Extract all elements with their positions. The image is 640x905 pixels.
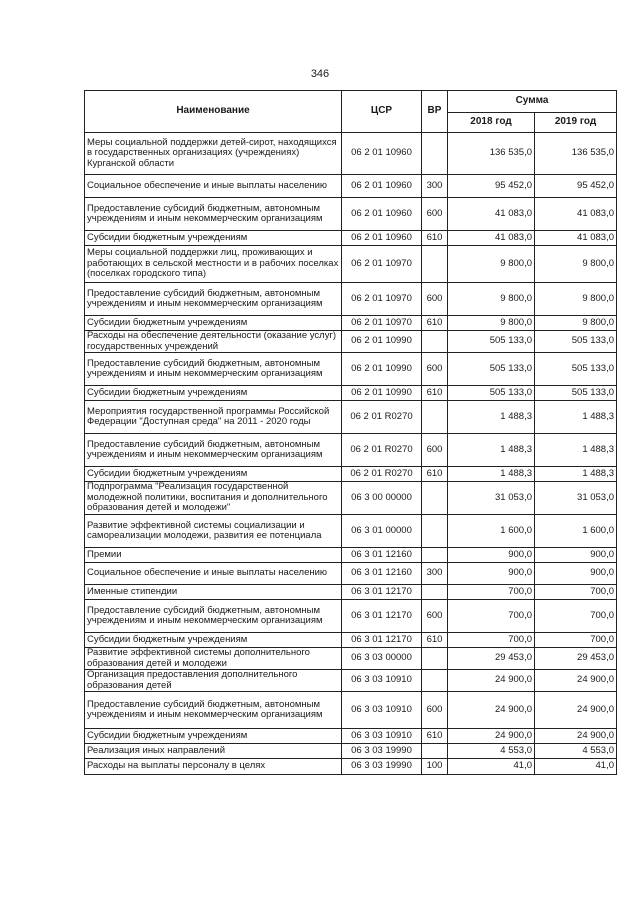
- row-csr: 06 3 01 12170: [342, 600, 422, 633]
- row-vr: [422, 331, 448, 353]
- row-csr: 06 3 00 00000: [342, 482, 422, 515]
- row-name: Предоставление субсидий бюджетным, автономным учреждениям и иным некоммерческим организациям: [85, 692, 342, 729]
- table-row: [85, 585, 617, 600]
- row-amount-2019: 700,0: [535, 585, 617, 600]
- row-vr: [422, 744, 448, 759]
- row-amount-2019: 29 453,0: [535, 648, 617, 670]
- row-amount-2019: 1 488,3: [535, 467, 617, 482]
- table-row: [85, 434, 617, 467]
- row-amount-2019: 1 488,3: [535, 401, 617, 434]
- row-amount-2018: 4 553,0: [448, 744, 535, 759]
- table-row: [85, 133, 617, 175]
- row-amount-2018: 29 453,0: [448, 648, 535, 670]
- table-row: [85, 401, 617, 434]
- table-row: [85, 283, 617, 316]
- row-amount-2019: 9 800,0: [535, 283, 617, 316]
- table-row: [85, 515, 617, 548]
- row-csr: 06 2 01 10960: [342, 231, 422, 246]
- table-row: [85, 563, 617, 585]
- header-sum: Сумма: [448, 91, 617, 113]
- row-name: Субсидии бюджетным учреждениям: [85, 467, 342, 482]
- row-vr: 600: [422, 198, 448, 231]
- row-vr: 610: [422, 316, 448, 331]
- row-name: Расходы на выплаты персоналу в целях: [85, 759, 342, 775]
- row-csr: 06 2 01 10990: [342, 331, 422, 353]
- row-amount-2018: 41 083,0: [448, 231, 535, 246]
- row-name: Меры социальной поддержки лиц, проживающих и работающих в сельской местности и в рабочих поселках (поселках городского типа): [85, 246, 342, 283]
- table-row: [85, 231, 617, 246]
- row-amount-2019: 41 083,0: [535, 231, 617, 246]
- table-row: [85, 198, 617, 231]
- row-amount-2018: 9 800,0: [448, 283, 535, 316]
- row-amount-2018: 31 053,0: [448, 482, 535, 515]
- row-amount-2018: 9 800,0: [448, 316, 535, 331]
- row-vr: [422, 246, 448, 283]
- row-vr: 600: [422, 434, 448, 467]
- row-vr: 600: [422, 283, 448, 316]
- row-vr: 300: [422, 563, 448, 585]
- row-csr: 06 3 01 00000: [342, 515, 422, 548]
- row-amount-2019: 24 900,0: [535, 729, 617, 744]
- row-amount-2018: 95 452,0: [448, 175, 535, 198]
- budget-table: [84, 90, 617, 775]
- row-name: Субсидии бюджетным учреждениям: [85, 386, 342, 401]
- table-row: [85, 482, 617, 515]
- row-csr: 06 3 03 10910: [342, 670, 422, 692]
- row-amount-2019: 9 800,0: [535, 316, 617, 331]
- row-amount-2018: 1 600,0: [448, 515, 535, 548]
- row-vr: 300: [422, 175, 448, 198]
- row-vr: 600: [422, 692, 448, 729]
- row-amount-2019: 31 053,0: [535, 482, 617, 515]
- row-csr: 06 2 01 10960: [342, 198, 422, 231]
- row-amount-2018: 1 488,3: [448, 434, 535, 467]
- row-amount-2018: 24 900,0: [448, 729, 535, 744]
- row-csr: 06 3 01 12170: [342, 585, 422, 600]
- row-name: Развитие эффективной системы дополнительного образования детей и молодежи: [85, 648, 342, 670]
- row-amount-2019: 24 900,0: [535, 692, 617, 729]
- row-name: Мероприятия государственной программы Российской Федерации "Доступная среда" на 2011 - 2020 годы: [85, 401, 342, 434]
- row-csr: 06 2 01 R0270: [342, 401, 422, 434]
- row-amount-2018: 505 133,0: [448, 353, 535, 386]
- row-name: Организация предоставления дополнительного образования детей: [85, 670, 342, 692]
- row-csr: 06 2 01 10960: [342, 175, 422, 198]
- row-vr: 610: [422, 467, 448, 482]
- row-vr: [422, 648, 448, 670]
- row-vr: 100: [422, 759, 448, 775]
- row-amount-2018: 700,0: [448, 600, 535, 633]
- row-amount-2019: 4 553,0: [535, 744, 617, 759]
- table-row: [85, 316, 617, 331]
- table-row: [85, 548, 617, 563]
- row-name: Реализация иных направлений: [85, 744, 342, 759]
- row-amount-2018: 136 535,0: [448, 133, 535, 175]
- row-vr: 610: [422, 231, 448, 246]
- table-row: [85, 759, 617, 775]
- row-name: Предоставление субсидий бюджетным, автономным учреждениям и иным некоммерческим организациям: [85, 353, 342, 386]
- row-amount-2019: 505 133,0: [535, 331, 617, 353]
- row-name: Социальное обеспечение и иные выплаты населению: [85, 563, 342, 585]
- row-vr: 610: [422, 729, 448, 744]
- table-body: [85, 133, 617, 775]
- page-number: 346: [310, 68, 330, 80]
- row-name: Развитие эффективной системы социализации и самореализации молодежи, развития ее потенциала: [85, 515, 342, 548]
- row-vr: 600: [422, 353, 448, 386]
- row-amount-2019: 700,0: [535, 600, 617, 633]
- row-name: Меры социальной поддержки детей-сирот, находящихся в государственных организациях (учреждениях) Курганской области: [85, 133, 342, 175]
- table-header: [85, 91, 617, 133]
- row-name: Социальное обеспечение и иные выплаты населению: [85, 175, 342, 198]
- row-csr: 06 2 01 10990: [342, 353, 422, 386]
- row-amount-2018: 9 800,0: [448, 246, 535, 283]
- row-amount-2019: 95 452,0: [535, 175, 617, 198]
- row-name: Расходы на обеспечение деятельности (оказание услуг) государственных учреждений: [85, 331, 342, 353]
- table-row: [85, 386, 617, 401]
- row-csr: 06 3 03 10910: [342, 729, 422, 744]
- row-vr: 610: [422, 386, 448, 401]
- row-amount-2018: 900,0: [448, 548, 535, 563]
- row-csr: 06 3 01 12170: [342, 633, 422, 648]
- row-csr: 06 2 01 10970: [342, 283, 422, 316]
- header-csr: ЦСР: [342, 91, 422, 133]
- row-amount-2019: 505 133,0: [535, 353, 617, 386]
- row-name: Субсидии бюджетным учреждениям: [85, 231, 342, 246]
- row-amount-2018: 505 133,0: [448, 386, 535, 401]
- row-csr: 06 3 03 19990: [342, 759, 422, 775]
- row-name: Субсидии бюджетным учреждениям: [85, 729, 342, 744]
- row-name: Предоставление субсидий бюджетным, автономным учреждениям и иным некоммерческим организациям: [85, 198, 342, 231]
- row-amount-2018: 24 900,0: [448, 670, 535, 692]
- table-row: [85, 744, 617, 759]
- row-amount-2018: 1 488,3: [448, 467, 535, 482]
- row-amount-2018: 700,0: [448, 585, 535, 600]
- row-name: Субсидии бюджетным учреждениям: [85, 633, 342, 648]
- row-csr: 06 3 03 00000: [342, 648, 422, 670]
- row-name: Предоставление субсидий бюджетным, автономным учреждениям и иным некоммерческим организациям: [85, 600, 342, 633]
- row-csr: 06 3 01 12160: [342, 548, 422, 563]
- table-row: [85, 648, 617, 670]
- row-amount-2019: 1 600,0: [535, 515, 617, 548]
- row-csr: 06 2 01 10970: [342, 316, 422, 331]
- row-amount-2018: 505 133,0: [448, 331, 535, 353]
- row-amount-2018: 41 083,0: [448, 198, 535, 231]
- row-csr: 06 3 03 10910: [342, 692, 422, 729]
- row-amount-2019: 505 133,0: [535, 386, 617, 401]
- header-vr: ВР: [422, 91, 448, 133]
- row-csr: 06 2 01 10960: [342, 133, 422, 175]
- row-csr: 06 2 01 10970: [342, 246, 422, 283]
- table-row: [85, 467, 617, 482]
- row-vr: 600: [422, 600, 448, 633]
- header-year-2018: 2018 год: [448, 113, 535, 133]
- row-amount-2019: 41 083,0: [535, 198, 617, 231]
- row-vr: [422, 548, 448, 563]
- header-name: Наименование: [85, 91, 342, 133]
- row-name: Подпрограмма "Реализация государственной молодежной политики, воспитания и дополнительного образования детей и молодежи": [85, 482, 342, 515]
- row-name: Предоставление субсидий бюджетным, автономным учреждениям и иным некоммерческим организациям: [85, 283, 342, 316]
- row-name: Именные стипендии: [85, 585, 342, 600]
- row-amount-2018: 700,0: [448, 633, 535, 648]
- row-name: Субсидии бюджетным учреждениям: [85, 316, 342, 331]
- row-csr: 06 3 01 12160: [342, 563, 422, 585]
- table-row: [85, 600, 617, 633]
- row-csr: 06 2 01 R0270: [342, 467, 422, 482]
- row-name: Премии: [85, 548, 342, 563]
- row-vr: [422, 585, 448, 600]
- row-amount-2019: 700,0: [535, 633, 617, 648]
- row-amount-2019: 900,0: [535, 548, 617, 563]
- row-amount-2018: 1 488,3: [448, 401, 535, 434]
- row-amount-2019: 900,0: [535, 563, 617, 585]
- row-csr: 06 2 01 R0270: [342, 434, 422, 467]
- row-amount-2019: 24 900,0: [535, 670, 617, 692]
- row-vr: [422, 515, 448, 548]
- row-amount-2019: 41,0: [535, 759, 617, 775]
- row-csr: 06 2 01 10990: [342, 386, 422, 401]
- table-row: [85, 246, 617, 283]
- table-row: [85, 633, 617, 648]
- row-amount-2019: 136 535,0: [535, 133, 617, 175]
- row-csr: 06 3 03 19990: [342, 744, 422, 759]
- row-vr: [422, 133, 448, 175]
- row-name: Предоставление субсидий бюджетным, автономным учреждениям и иным некоммерческим организациям: [85, 434, 342, 467]
- header-year-2019: 2019 год: [535, 113, 617, 133]
- row-amount-2019: 9 800,0: [535, 246, 617, 283]
- table-row: [85, 331, 617, 353]
- row-amount-2019: 1 488,3: [535, 434, 617, 467]
- table-row: [85, 353, 617, 386]
- row-amount-2018: 41,0: [448, 759, 535, 775]
- row-amount-2018: 24 900,0: [448, 692, 535, 729]
- table-row: [85, 729, 617, 744]
- row-vr: [422, 670, 448, 692]
- row-vr: 610: [422, 633, 448, 648]
- row-amount-2018: 900,0: [448, 563, 535, 585]
- table-row: [85, 175, 617, 198]
- table-row: [85, 692, 617, 729]
- table-row: [85, 670, 617, 692]
- row-vr: [422, 401, 448, 434]
- row-vr: [422, 482, 448, 515]
